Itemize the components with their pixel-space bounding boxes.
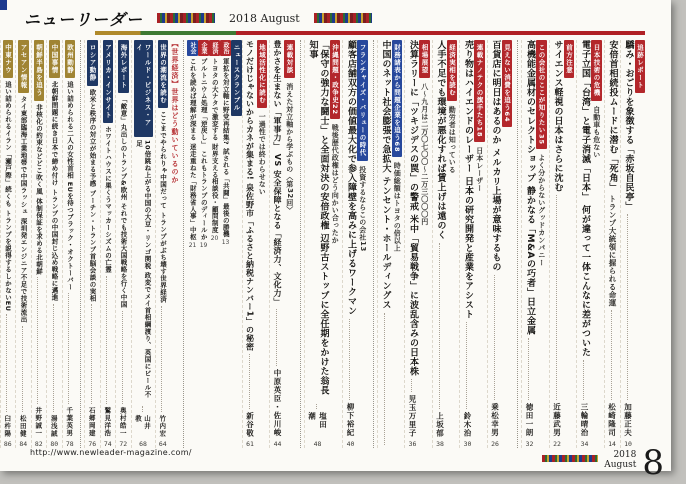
article-title-line: [87, 40, 98, 448]
dotted-leader: [466, 322, 469, 408]
article-title: 中国のネット社会膨張で急拡大 テンセント・ホールディングス: [380, 40, 391, 310]
article-title: サイエンス軽視の日本はさらに沈む: [552, 40, 563, 192]
article-page-number: 40: [346, 440, 355, 448]
article-title: 豊かさを生まない「軍事力」 VS 安全保障となる「経済力、文化力」: [273, 40, 282, 307]
toc-article: [459, 40, 487, 448]
series-label: 沖縄問題・政争史22: [330, 40, 341, 119]
article-title: 非核化の約束などどこ吹く風 体制保証を求める北朝鮮: [35, 103, 43, 275]
news-item-page: 19: [199, 242, 208, 250]
article-title-line: [158, 40, 169, 448]
dotted-leader: [411, 379, 414, 391]
article-label-line: [474, 40, 485, 448]
news-scramble-header-line: [231, 40, 242, 448]
article-author: 中原英臣・佐川峻: [273, 369, 282, 437]
article-title-line: [34, 40, 45, 448]
article-author: 鈴木治: [463, 411, 472, 437]
article-author: 奥村皓一: [118, 407, 127, 437]
article-title-line: [579, 40, 590, 448]
series-label: この会社のここが知りたい35: [536, 40, 547, 149]
article-title: 百貨店に明日はあるのか メルカリ上場が意味するもの: [490, 40, 501, 272]
toc-article: [620, 40, 648, 448]
toc-article: [377, 40, 405, 448]
article-label-line: [419, 40, 430, 448]
article-author: 松田健: [18, 414, 27, 437]
dotted-leader: [106, 276, 109, 404]
article-page-number: 14: [608, 440, 616, 448]
article-author: 乗松幸男: [490, 403, 500, 437]
series-label: 前方注意: [564, 40, 575, 78]
article-page-number: 22: [553, 440, 561, 448]
article-title: 追い詰められる二人の女性首相 EUを待つブラック・オクトーバー: [66, 81, 74, 291]
series-label: フランチャイズ・バリューの時代: [357, 40, 368, 161]
article-label-line: [357, 40, 368, 448]
world-section-header-line: [170, 40, 180, 448]
article-title: 欧米と秩序の対立が始まる予感 プーチン・トランプ首脳会談の実相: [88, 88, 97, 302]
dotted-leader: [611, 310, 614, 400]
article-page-number: 86: [3, 440, 12, 448]
article-author: 新谷敬: [245, 411, 255, 437]
series-label: 海外レポート: [118, 40, 129, 93]
article-author: 松崎隆司: [607, 403, 617, 437]
article-title-line: [524, 40, 535, 448]
article-label-line: [502, 40, 513, 448]
corner-registration-mark: [0, 0, 7, 10]
toc-article: [131, 40, 155, 448]
article-kicker: 日本レーザー: [475, 146, 484, 192]
article-kicker: 消えた対立軸から学ぶもの〈第32回〉: [285, 83, 294, 214]
article-page-number: 44: [273, 440, 282, 448]
article-label-line: [257, 40, 268, 448]
world-items: [84, 40, 170, 448]
magazine-logo: ニューリーダー: [24, 9, 144, 29]
series-label: 追跡レポート: [635, 40, 646, 93]
article-title-line: [345, 40, 356, 448]
article-author: 臼杵陽: [3, 414, 12, 437]
series-label: 相場展望: [419, 40, 430, 78]
toc-article: [115, 40, 131, 448]
article-kicker: 自動車も危ない: [592, 105, 601, 158]
issue-number: 8: [642, 443, 664, 483]
news-item-tag: 社会: [189, 42, 196, 54]
article-title-line: [435, 40, 446, 448]
article-author: 石郷岡建: [87, 407, 96, 437]
article-label-line: [564, 40, 575, 448]
article-title: 驕み・おごりを象徴する「赤坂自民亭」: [623, 40, 634, 211]
article-title: 人手不足でも環境が悪化すれば賃上げは遠のく: [435, 40, 446, 240]
dotted-leader: [276, 309, 279, 366]
article-kicker: 勤労者は知っている: [448, 105, 457, 173]
toc-article: [100, 40, 116, 448]
dotted-leader: [68, 293, 71, 404]
toc-article: [487, 40, 515, 448]
decorative-stripe-icon: [542, 455, 598, 462]
article-label-line: [392, 40, 403, 448]
toc-article: [269, 40, 297, 448]
toc-article: [404, 40, 432, 448]
news-scramble: [187, 40, 242, 448]
article-label-line: [330, 40, 341, 448]
article-author: 上坂郁: [435, 411, 445, 437]
toc-article: [46, 40, 62, 448]
news-scramble-items: [187, 40, 231, 448]
article-title-line: [607, 40, 618, 448]
article-author: 千葉英男: [65, 407, 74, 437]
article-page-number: 74: [103, 440, 112, 448]
dotted-leader: [22, 326, 25, 412]
article-author: 柳下裕紀: [346, 403, 355, 437]
article-kicker: 戦後歴代政権はどう向かい合ったか: [331, 124, 340, 245]
toc-article: [342, 40, 370, 448]
article-title: 10倍跳ね上がる中国の大豆・リンゴ関税 政変でメイ首相綱渡り、英国にビール不足: [135, 140, 152, 399]
footer-month: August: [604, 460, 637, 470]
footer-year: 2018: [613, 450, 637, 460]
article-title: 北朝鮮問題に続き日本で締め付け トランプの中国封じ込め戦略に邁進: [50, 81, 59, 301]
article-page-number: 34: [580, 440, 589, 448]
dotted-leader: [494, 275, 497, 400]
article-page-number: 64: [158, 440, 167, 448]
toc-article: [155, 40, 171, 448]
article-author: 湯浅誠: [49, 414, 58, 437]
dotted-leader: [316, 404, 319, 410]
article-title: 「保守の強力な闘士」と全面対決の安倍政権 辺野古ストップに全任期をかけた翁長知事: [307, 40, 329, 396]
series-label: 欧州動静: [65, 40, 76, 78]
series-label: 見えない消費を追う64: [502, 40, 513, 127]
feature-group-3: [304, 40, 374, 448]
article-author: 児玉万里子: [408, 394, 417, 437]
dotted-leader: [142, 406, 145, 412]
news-item-text: トヨタの大ナタで激変する 財界支える相談役・顧問制度: [210, 58, 219, 234]
toc-article: [576, 40, 604, 448]
article-title-line: [552, 40, 563, 448]
toc-article: [304, 40, 343, 448]
tricolor-rule: [95, 31, 645, 35]
feature-group-1: [521, 40, 647, 448]
article-title-line: [49, 40, 60, 448]
dotted-leader: [6, 314, 9, 411]
news-item-text: プルトニウム処理「逆戻し」 これもトランプのディールか: [199, 58, 208, 241]
dotted-leader: [122, 311, 125, 404]
article-title-line: [407, 40, 418, 448]
article-title: 顧客店舗双方の価値最大化で参入障壁を高みに上げるワークマン: [346, 40, 356, 316]
toc-article: [604, 40, 620, 448]
series-label: ロシア動静: [87, 40, 98, 86]
article-page-number: 36: [408, 440, 417, 448]
article-kicker: よく分からないグッドカンパニー: [537, 154, 546, 267]
toc-article: [521, 40, 549, 448]
toc-article: [84, 40, 100, 448]
article-kicker: 一過性では終わらせない: [258, 113, 267, 196]
series-label: 日本技術の危機: [591, 40, 602, 101]
article-kicker: 投資するならこの会社13: [358, 165, 367, 252]
article-page-number: 82: [34, 440, 43, 448]
article-title: タイ東部臨海工業地帯で中国ラッシュ 深圳発エンジニア不足で技術流出: [19, 96, 28, 323]
article-title: 安倍首相続投ムードに潜む「死角」: [607, 40, 618, 192]
article-author: 三輪晴治: [580, 403, 589, 437]
news-item: [209, 40, 220, 448]
toc-article: [31, 40, 47, 448]
article-title-line: [118, 40, 129, 448]
dotted-leader: [439, 243, 442, 409]
series-label: 連載ナノテクの旗手たち18: [474, 40, 485, 142]
world-section-header: 【世界経済】世界はどう動いているのか: [171, 40, 179, 184]
news-item-text: 軍拡を対立軸に野党再結集? 試される「共闘」最後の勝機: [221, 58, 230, 238]
article-title: ホワイトハウスに巣くうマッカーシズムの亡霊: [104, 126, 112, 273]
article-page-number: 30: [463, 440, 472, 448]
toc-article: [15, 40, 31, 448]
news-item-page: 21: [188, 242, 197, 250]
article-title-line: [3, 40, 14, 448]
news-item-text: これを読めば理解が深まる 迷走重ねた「財務省人事」中枢: [188, 58, 197, 241]
article-title-line: [245, 40, 256, 448]
article-author: 塩田潮: [307, 412, 328, 430]
news-item-page: 20: [210, 235, 219, 243]
feature-group-2: [377, 40, 519, 448]
series-label: 財務諸表から問題企業を追う68: [392, 40, 403, 157]
article-title: 決算ラリーに「ツキジデスの罠」の警戒 米中「貿易戦争」に波乱含みの日本株: [408, 40, 418, 377]
decorative-stripe-icon: [157, 13, 215, 23]
article-title: モノだけじゃないからカネが集まる! 泉佐野市「ふるさと納税ナンバー1」の秘密: [245, 40, 255, 351]
news-item: [198, 40, 209, 448]
news-item-tag: 経済: [211, 42, 218, 54]
article-title-line: [490, 40, 501, 448]
toc-article: [549, 40, 577, 448]
article-page-number: 76: [88, 440, 97, 448]
news-item-tag: 企業: [200, 42, 207, 54]
middle-group: [242, 40, 301, 448]
news-item-tag: 政治: [222, 42, 229, 54]
article-title-line: [623, 40, 634, 448]
article-label-line: [591, 40, 602, 448]
region-section: [0, 40, 81, 448]
article-page-number: 84: [19, 440, 28, 448]
dotted-leader: [91, 304, 94, 404]
article-title-line: [272, 40, 283, 448]
article-title: ここまでやられりゃ中国だって トランプがぶち壊す世界経済: [159, 111, 167, 303]
article-title: 売り物はハイエンドのレーザー 日本の研究開発と産業をアシスト: [463, 40, 473, 320]
decorative-stripe-icon: [314, 13, 372, 23]
article-title: 追い詰められるイラン「瀬戸際」続くも トランプを説得するしかないEU: [4, 81, 12, 312]
series-label: 地域活性化に読む: [257, 40, 268, 108]
article-title-line: [462, 40, 473, 448]
article-author: 加藤正夫: [623, 403, 633, 437]
news-item: [220, 40, 231, 448]
toc-article: [432, 40, 460, 448]
dotted-leader: [249, 354, 252, 409]
issue-date: 2018 August: [229, 11, 300, 25]
article-author: 山井教: [134, 414, 151, 430]
page-header: [24, 6, 641, 30]
article-label-line: [635, 40, 646, 448]
article-title: 高機能金属材のセレクトショップ 静かなる「M&Aの巧者」日立金属: [525, 40, 535, 335]
series-label: アメリカ・インサイト: [103, 40, 114, 123]
article-kicker: 八〜九月は二万〇七〇〇〜二万三〇〇〇円: [420, 83, 429, 226]
article-page-number: 72: [119, 440, 128, 448]
article-author: 井野誠一: [34, 407, 43, 437]
article-title-line: [65, 40, 76, 448]
article-page-number: 78: [65, 440, 74, 448]
dotted-leader: [384, 313, 387, 445]
article-page-number: 68: [139, 440, 147, 449]
article-author: 徳田一朗: [525, 403, 534, 437]
series-label: 経済実相を読む: [447, 40, 458, 101]
series-label: ワールド・ビジネス・アイ: [134, 40, 153, 137]
series-label: アセアン情報: [18, 40, 29, 93]
article-page-number: 10: [624, 440, 632, 448]
article-page-number: 32: [525, 440, 534, 448]
toc-article: [242, 40, 270, 448]
series-label: 中国事情: [49, 40, 60, 78]
article-title-line: [103, 40, 114, 448]
world-section: [84, 40, 184, 448]
article-author: 竹内宏: [158, 414, 167, 437]
article-title: 電子立国「台湾」と電子消滅「日本」 何が違って一体こんなに差がついた: [580, 40, 590, 358]
dotted-leader: [627, 214, 630, 400]
article-page-number: 38: [436, 440, 444, 448]
toc-main: [3, 40, 647, 449]
article-title: 「敵意」丸出しのトランプ&欧州 それでも技術大国戦略を行く中国: [119, 96, 128, 308]
article-label-line: [447, 40, 458, 448]
series-label: 中東ナウ: [3, 40, 14, 78]
news-item-page: 13: [221, 239, 230, 247]
article-kicker: 時価総額はトヨタの倍以上: [393, 161, 402, 252]
article-page-number: 61: [246, 440, 254, 448]
series-label: 朝鮮半島を追う: [34, 40, 45, 101]
magazine-url-link[interactable]: http://www.newleader-magazine.com/: [30, 448, 192, 457]
dotted-leader: [161, 306, 164, 412]
article-page-number: 80: [50, 440, 59, 448]
article-label-line: [536, 40, 547, 448]
article-title-line: [380, 40, 391, 448]
article-title-line: [134, 40, 153, 448]
article-label-line: [284, 40, 295, 448]
news-item: [187, 40, 198, 448]
series-label: 世界の潮流を読む: [158, 40, 169, 108]
article-title-line: [307, 40, 329, 448]
news-scramble-header: ニュースクランブル: [231, 40, 242, 116]
article-author: 近藤武男: [552, 403, 562, 437]
dotted-leader: [556, 195, 559, 400]
footer-issue-date: [604, 450, 636, 470]
toc-article: [62, 40, 78, 448]
article-title-line: [18, 40, 29, 448]
dotted-leader: [349, 319, 352, 401]
dotted-leader: [37, 277, 40, 404]
dotted-leader: [583, 360, 586, 400]
series-label: 連載対談: [284, 40, 295, 78]
article-page-number: 48: [313, 440, 322, 448]
dotted-leader: [528, 338, 531, 400]
toc-article: [0, 40, 15, 448]
article-subtitle: トランプ大統領に握られる命運: [608, 195, 617, 307]
dotted-leader: [53, 304, 56, 412]
article-author: 鷲見洋浩: [103, 407, 112, 437]
article-page-number: 26: [491, 440, 499, 448]
